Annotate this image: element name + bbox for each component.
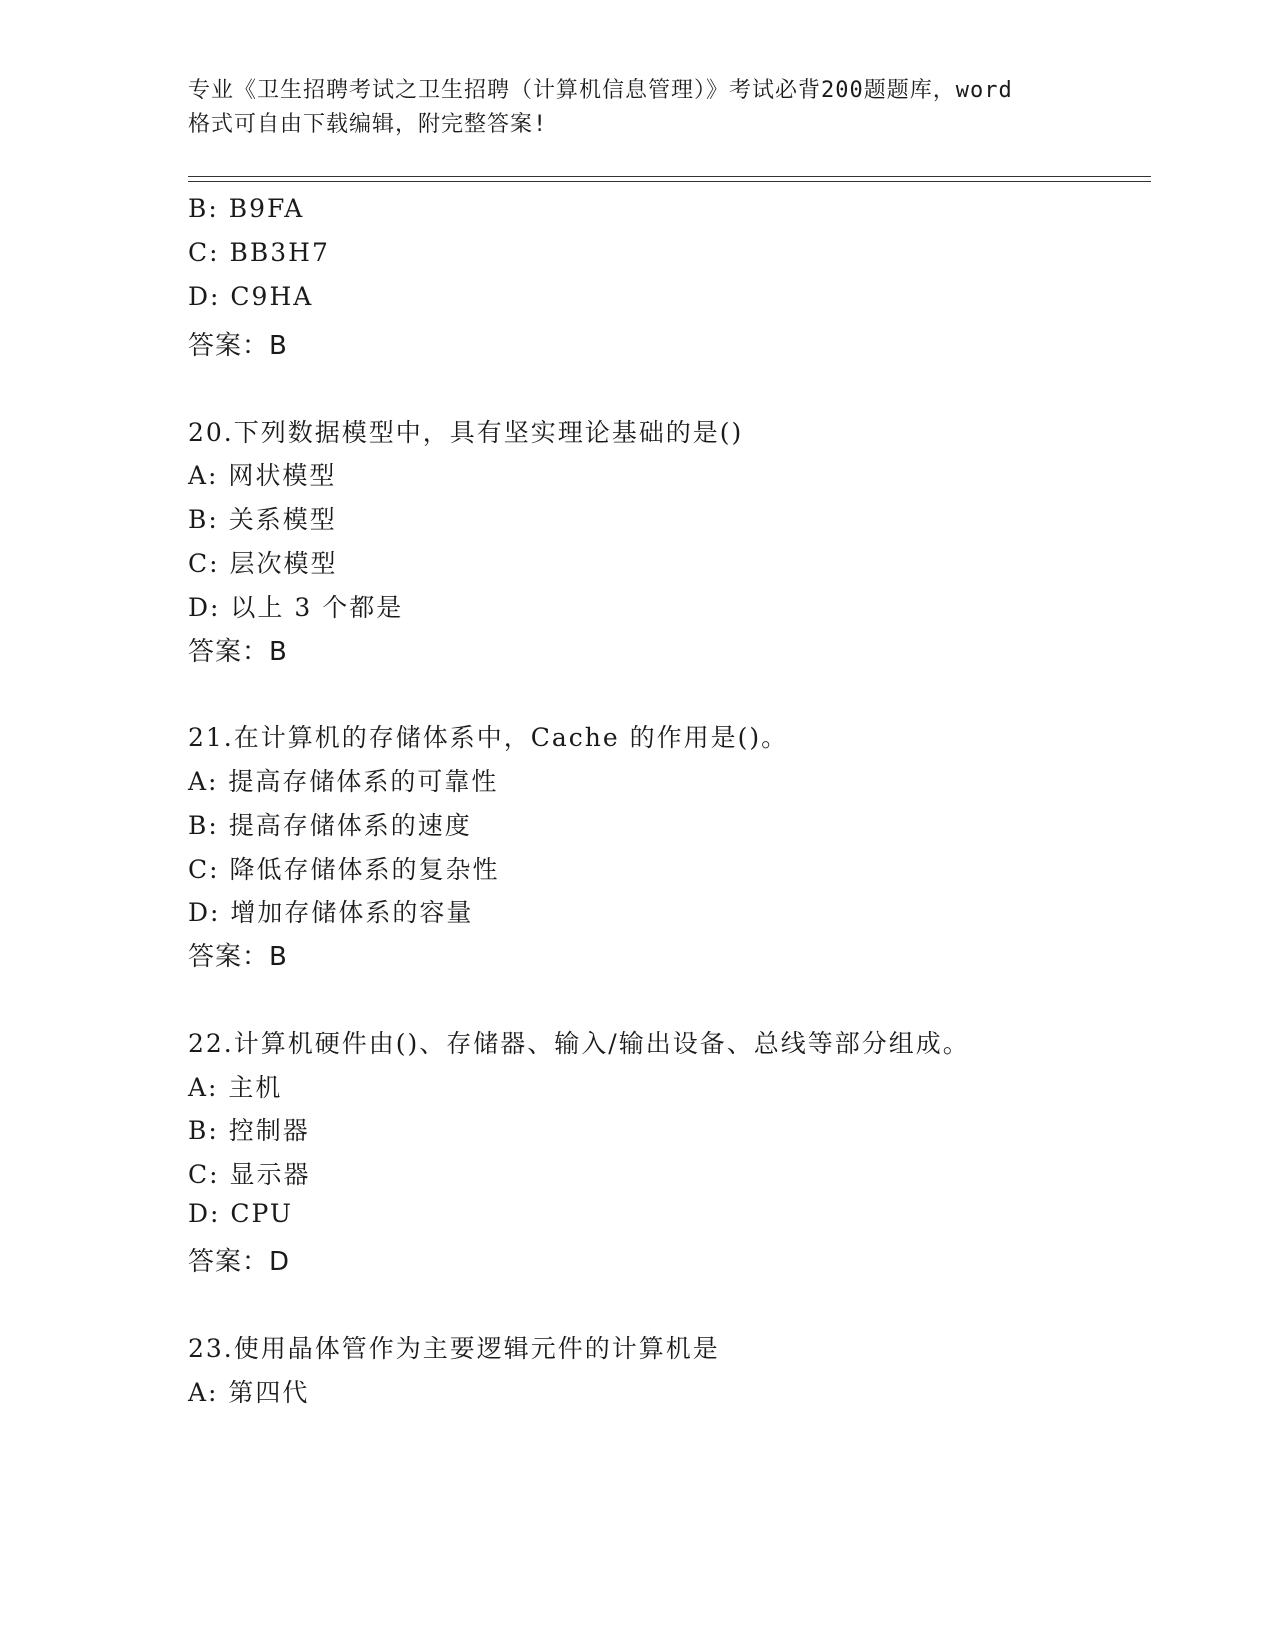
q22-option-a: A: 主机 [188,1073,283,1102]
q20-option-c: C: 层次模型 [188,549,338,578]
q22-question: 22.计算机硬件由()、存储器、输入/输出设备、总线等部分组成。 [188,1029,970,1058]
q21-answer: 答案：B [188,942,288,972]
q20-option-a: A: 网状模型 [188,461,337,490]
q19-option-b: B: B9FA [188,194,305,223]
q22-option-b: B: 控制器 [188,1116,310,1145]
q23-question: 23.使用晶体管作为主要逻辑元件的计算机是 [188,1334,720,1363]
q20-answer: 答案：B [188,637,288,667]
document-header [188,74,1088,142]
header-line-1: 专业《卫生招聘考试之卫生招聘（计算机信息管理）》考试必背200题题库，word [188,78,1013,103]
header-line-2: 格式可自由下载编辑，附完整答案! [188,112,548,137]
q22-answer: 答案：D [188,1247,291,1277]
q21-option-d: D: 增加存储体系的容量 [188,898,474,927]
header-divider-bottom [188,181,1151,182]
q23-option-a: A: 第四代 [188,1378,310,1407]
q22-option-c: C: 显示器 [188,1160,311,1189]
header-divider-top [188,176,1151,177]
q20-option-b: B: 关系模型 [188,505,337,534]
q21-question: 21.在计算机的存储体系中，Cache 的作用是()。 [188,723,789,752]
q19-answer: 答案：B [188,331,288,361]
q21-option-c: C: 降低存储体系的复杂性 [188,855,500,884]
q20-option-d: D: 以上 3 个都是 [188,593,404,622]
q19-option-d: D: C9HA [188,282,314,311]
q20-question: 20.下列数据模型中，具有坚实理论基础的是() [188,418,744,447]
q19-option-c: C: BB3H7 [188,238,330,267]
q22-option-d: D: CPU [188,1199,293,1228]
q21-option-b: B: 提高存储体系的速度 [188,811,472,840]
q21-option-a: A: 提高存储体系的可靠性 [188,767,499,796]
